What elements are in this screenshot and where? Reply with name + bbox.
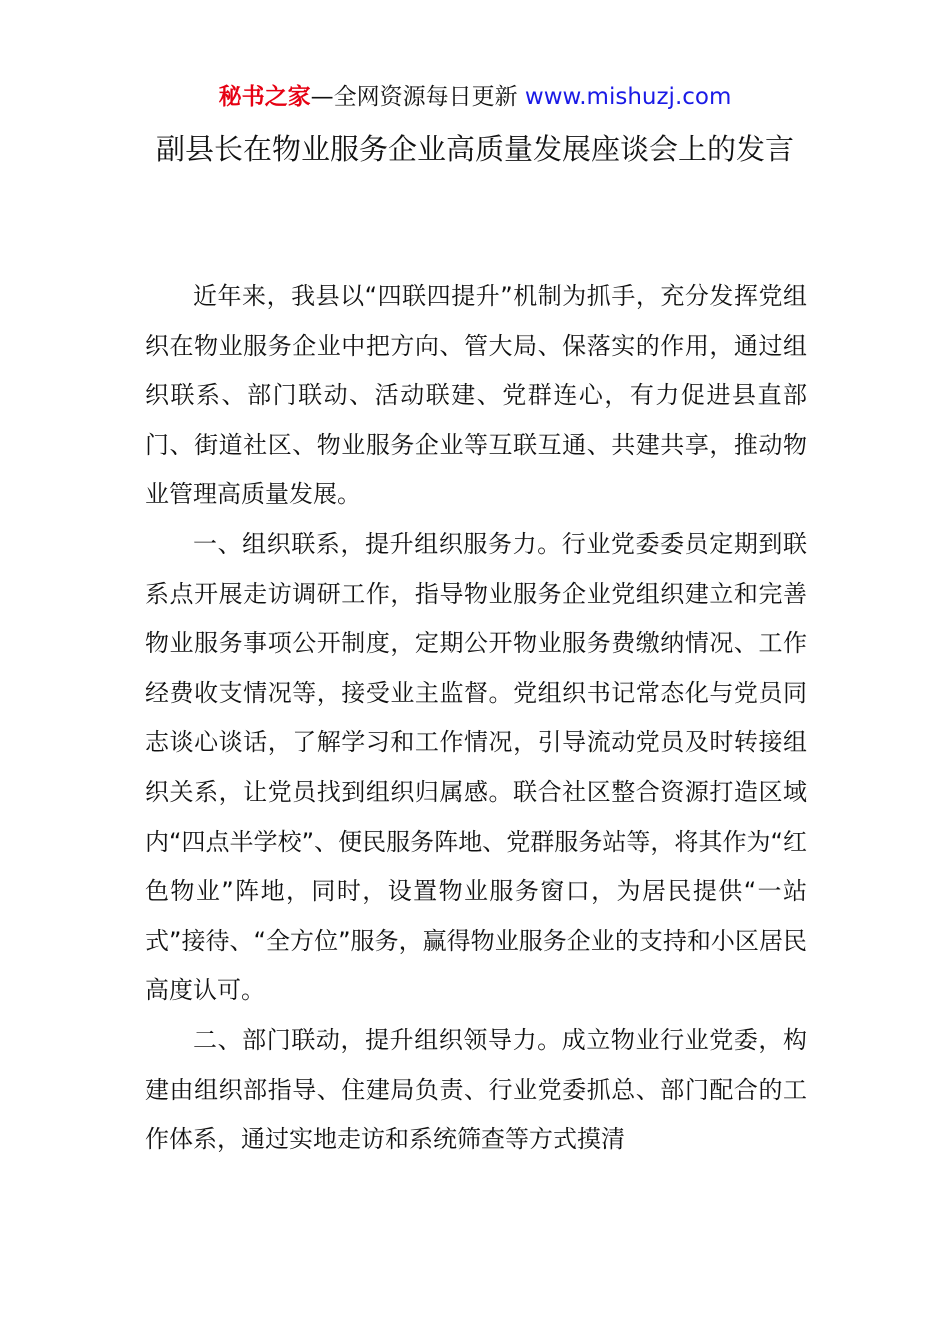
- paragraph-intro: 近年来，我县以“四联四提升”机制为抓手，充分发挥党组织在物业服务企业中把方向、管大局、保落实的作用，通过组织联系、部门联动、活动联建、党群连心，有力促进县直部门、街道社区、物业服务企业等互联互通、共建共享，推动物业管理高质量发展。: [145, 282, 807, 509]
- document-body: [145, 272, 807, 1165]
- document-title: 副县长在物业服务企业高质量发展座谈会上的发言: [155, 132, 794, 166]
- site-header: [0, 80, 950, 114]
- site-tagline: —全网资源每日更新: [310, 84, 525, 110]
- site-brand: 秘书之家: [218, 84, 311, 110]
- paragraph-section-1: 一、组织联系，提升组织服务力。行业党委委员定期到联系点开展走访调研工作，指导物业服务企业党组织建立和完善物业服务事项公开制度，定期公开物业服务费缴纳情况、工作经费收支情况等，接受业主监督。党组织书记常态化与党员同志谈心谈话，了解学习和工作情况，引导流动党员及时转接组织关系，让党员找到组织归属感。联合社区整合资源打造区域内“四点半学校”、便民服务阵地、党群服务站等，将其作为“红色物业”阵地，同时，设置物业服务窗口，为居民提供“一站式”接待、“全方位”服务，赢得物业服务企业的支持和小区居民高度认可。: [145, 529, 807, 1005]
- site-url-link[interactable]: www.mishuzj.com: [524, 84, 732, 110]
- paragraph-section-2: 二、部门联动，提升组织领导力。成立物业行业党委，构建由组织部指导、住建局负责、行业党委抓总、部门配合的工作体系，通过实地走访和系统筛查等方式摸清: [145, 1025, 807, 1154]
